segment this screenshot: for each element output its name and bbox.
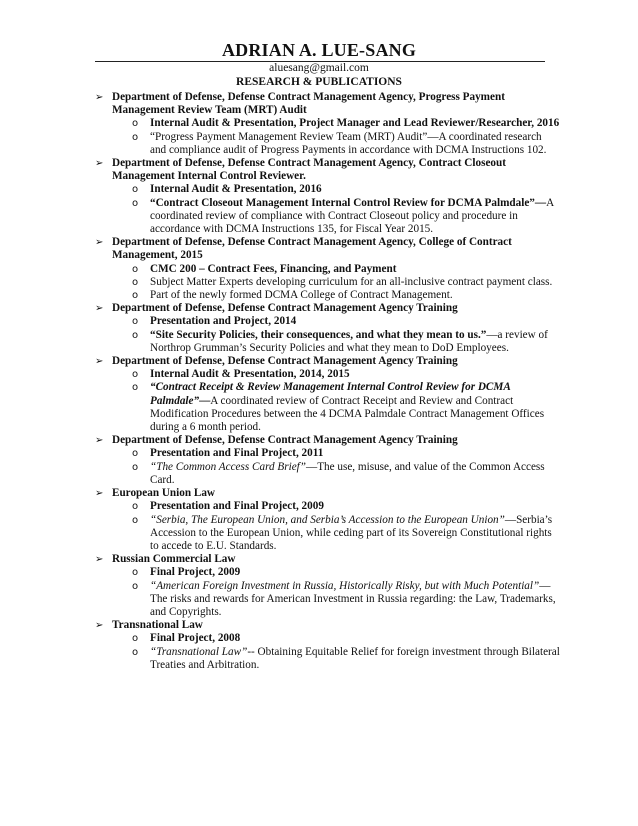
publication-entry bbox=[0, 302, 638, 315]
circle-bullet-icon: o bbox=[132, 567, 139, 579]
detail-text: Internal Audit & Presentation, 2014, 2015 bbox=[150, 368, 350, 381]
detail-text: A coordinated review of compliance with Contract Closeout policy and procedure in accordance with DCMA Instructions 135, for Fiscal Year 2015. bbox=[150, 196, 554, 236]
entry-detail bbox=[0, 131, 638, 157]
publication-entry bbox=[0, 553, 638, 566]
arrow-bullet-icon: ➢ bbox=[95, 303, 104, 315]
arrow-bullet-icon: ➢ bbox=[95, 158, 104, 170]
circle-bullet-icon: o bbox=[132, 646, 139, 658]
entry-detail bbox=[0, 183, 638, 196]
entry-title: Department of Defense, Defense Contract Management Agency Training bbox=[112, 355, 458, 368]
circle-bullet-icon: o bbox=[132, 131, 139, 143]
publication-entry bbox=[0, 487, 638, 500]
detail-text: —Serbia’s Accession to the European Union, while ceding part of its Sovereign Constitutional rights to accede to E.U. Standards. bbox=[150, 513, 553, 552]
entry-title: Russian Commercial Law bbox=[112, 553, 236, 566]
entry-detail bbox=[0, 381, 638, 434]
entry-title: Department of Defense, Defense Contract Management Agency, Progress Payment Management Review Team (MRT) Audit bbox=[112, 91, 505, 117]
circle-bullet-icon: o bbox=[132, 501, 139, 513]
publication-entry bbox=[0, 157, 638, 183]
entry-title: Department of Defense, Defense Contract Management Agency, Contract Closeout Management Internal Control Reviewer. bbox=[112, 157, 506, 183]
circle-bullet-icon: o bbox=[132, 382, 139, 394]
arrow-bullet-icon: ➢ bbox=[95, 435, 104, 447]
circle-bullet-icon: o bbox=[132, 580, 139, 592]
circle-bullet-icon: o bbox=[132, 514, 139, 526]
entry-detail bbox=[0, 500, 638, 513]
detail-text: Final Project, 2009 bbox=[150, 566, 241, 579]
detail-text: Final Project, 2008 bbox=[150, 632, 241, 645]
detail-text: CMC 200 – Contract Fees, Financing, and Payment bbox=[150, 262, 397, 275]
detail-text: “The Common Access Card Brief” bbox=[150, 460, 307, 473]
contact-email[interactable]: aluesang@gmail.com bbox=[269, 62, 369, 74]
entry-detail bbox=[0, 514, 638, 554]
circle-bullet-icon: o bbox=[132, 290, 139, 302]
arrow-bullet-icon: ➢ bbox=[95, 356, 104, 368]
detail-text: “Progress Payment Management Review Team (MRT) Audit”—A coordinated research and compliance audit of Progress Payments in accordance with DCMA Instructions 102. bbox=[150, 130, 547, 156]
publication-entry bbox=[0, 91, 638, 117]
circle-bullet-icon: o bbox=[132, 461, 139, 473]
publication-entry bbox=[0, 619, 638, 632]
section-heading: RESEARCH & PUBLICATIONS bbox=[236, 76, 402, 88]
entry-title: Department of Defense, Defense Contract Management Agency Training bbox=[112, 434, 458, 447]
circle-bullet-icon: o bbox=[132, 316, 139, 328]
detail-text: Presentation and Project, 2014 bbox=[150, 315, 297, 328]
circle-bullet-icon: o bbox=[132, 184, 139, 196]
detail-text: —The risks and rewards for American Investment in Russia regarding: the Law, Trademarks, and Copyrights. bbox=[150, 579, 556, 618]
detail-text: “Site Security Policies, their consequences, and what they mean to us.” bbox=[150, 328, 487, 341]
entry-detail bbox=[0, 580, 638, 620]
circle-bullet-icon: o bbox=[132, 633, 139, 645]
publication-entry bbox=[0, 355, 638, 368]
publication-entry bbox=[0, 434, 638, 447]
entry-detail bbox=[0, 117, 638, 130]
publication-entry bbox=[0, 236, 638, 262]
detail-text: “Serbia, The European Union, and Serbia’s Accession to the European Union” bbox=[150, 513, 505, 526]
detail-text: “Contract Receipt & Review Management Internal Control Review for DCMA Palmdale” bbox=[150, 381, 511, 407]
detail-text: A coordinated review of Contract Receipt and Review and Contract Modification Procedures between the 4 DCMA Palmdale Contract Management Offices during a 6 month period. bbox=[150, 394, 545, 434]
arrow-bullet-icon: ➢ bbox=[95, 488, 104, 500]
circle-bullet-icon: o bbox=[132, 448, 139, 460]
detail-text: Internal Audit & Presentation, Project Manager and Lead Reviewer/Researcher, 2016 bbox=[150, 117, 560, 130]
arrow-bullet-icon: ➢ bbox=[95, 554, 104, 566]
entry-detail bbox=[0, 329, 638, 355]
arrow-bullet-icon: ➢ bbox=[95, 620, 104, 632]
entry-detail bbox=[0, 646, 638, 672]
circle-bullet-icon: o bbox=[132, 369, 139, 381]
entry-detail bbox=[0, 368, 638, 381]
entry-detail bbox=[0, 276, 638, 289]
entry-detail bbox=[0, 263, 638, 276]
circle-bullet-icon: o bbox=[132, 276, 139, 288]
entry-detail bbox=[0, 197, 638, 237]
entry-detail bbox=[0, 447, 638, 460]
detail-text: “Transnational Law” bbox=[150, 645, 248, 658]
detail-text: “Contract Closeout Management Internal Control Review for DCMA Palmdale”— bbox=[150, 196, 547, 209]
resume-name: ADRIAN A. LUE-SANG bbox=[221, 40, 417, 60]
entry-detail bbox=[0, 566, 638, 579]
detail-text: Subject Matter Experts developing curriculum for an all-inclusive contract payment class. bbox=[150, 275, 553, 288]
entry-detail bbox=[0, 461, 638, 487]
circle-bullet-icon: o bbox=[132, 263, 139, 275]
detail-text: Part of the newly formed DCMA College of Contract Management. bbox=[150, 289, 453, 302]
detail-text: —The use, misuse, and value of the Common Access Card. bbox=[150, 460, 545, 486]
entry-title: Transnational Law bbox=[112, 619, 203, 632]
detail-text: Presentation and Final Project, 2009 bbox=[150, 500, 324, 513]
entry-title: Department of Defense, Defense Contract Management Agency, College of Contract Management, 2015 bbox=[112, 236, 512, 262]
entry-title: European Union Law bbox=[112, 487, 215, 500]
detail-text: —a review of Northrop Grumman’s Security Policies and what they mean to DoD Employees. bbox=[150, 328, 548, 354]
circle-bullet-icon: o bbox=[132, 197, 139, 209]
circle-bullet-icon: o bbox=[132, 329, 139, 341]
detail-text: -- Obtaining Equitable Relief for foreign investment through Bilateral Treaties and Arbitration. bbox=[150, 645, 560, 671]
arrow-bullet-icon: ➢ bbox=[95, 92, 104, 103]
detail-text: Presentation and Final Project, 2011 bbox=[150, 447, 324, 460]
detail-text: — bbox=[199, 394, 211, 407]
entry-title: Department of Defense, Defense Contract Management Agency Training bbox=[112, 302, 458, 315]
entry-detail bbox=[0, 632, 638, 645]
entry-detail bbox=[0, 315, 638, 328]
entry-detail bbox=[0, 289, 638, 302]
circle-bullet-icon: o bbox=[132, 118, 139, 130]
arrow-bullet-icon: ➢ bbox=[95, 237, 104, 249]
detail-text: “American Foreign Investment in Russia, Historically Risky, but with Much Potential” bbox=[150, 579, 540, 592]
detail-text: Internal Audit & Presentation, 2016 bbox=[150, 183, 322, 196]
publications-list bbox=[0, 91, 638, 672]
